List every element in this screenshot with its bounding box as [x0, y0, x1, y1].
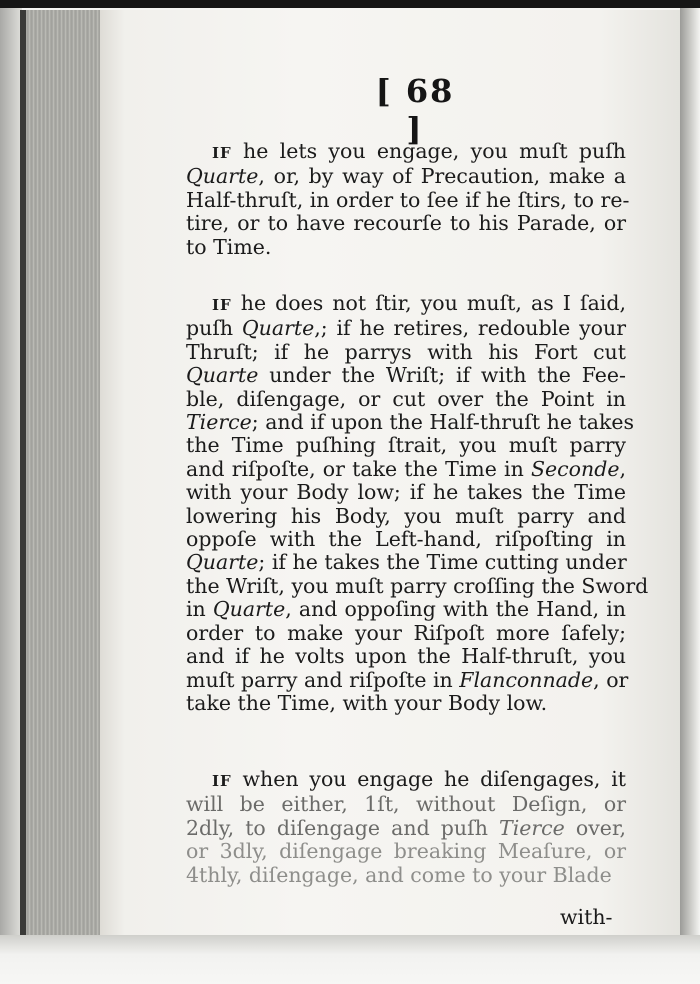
text-line: Quarte, or, by way of Precaution, make a — [186, 164, 626, 189]
text-line: tire, or to have recourſe to his Parade, or — [186, 211, 626, 236]
scan-bottom-margin — [0, 935, 700, 984]
text-line: lowering his Body, you muſt parry and — [186, 503, 626, 528]
text-line: muſt parry and riſpoſte in Flanconnade, or — [186, 667, 629, 692]
text-line: 2dly, to diſengage and puſh Tierce over, — [186, 815, 627, 840]
text-line: will be either, 1ſt, without Deſign, or — [186, 792, 626, 817]
right-page-edge — [680, 8, 700, 938]
scan-border — [0, 0, 700, 8]
book-page-edges — [20, 10, 106, 935]
text-line: puſh Quarte,; if he retires, redouble your — [186, 316, 626, 341]
page-number: [ 68 ] — [375, 72, 455, 148]
text-line: Quarte under the Wriſt; if with the Fee- — [186, 363, 626, 388]
text-line: and if he volts upon the Half-thruſt, you — [186, 644, 626, 669]
text-line: take the Time, with your Body low. — [186, 690, 548, 715]
text-line: with your Body low; if he takes the Time — [186, 480, 626, 505]
text-line: the Time puſhing ſtrait, you muſt parry — [186, 433, 626, 458]
paragraph-3 — [186, 768, 626, 887]
paragraph-1 — [186, 139, 630, 259]
catchword: with- — [560, 905, 613, 929]
text-line: Half-thruſt, in order to ſee if he ſtirs, to re- — [186, 187, 630, 212]
text-line: Tierce; and if upon the Half-thruſt he takes — [186, 410, 635, 435]
text-line: the Wriſt, you muſt parry croſſing the Sword — [186, 573, 649, 598]
text-line: Thruſt; if he parrys with his Fort cut — [186, 339, 626, 364]
binding-shadow — [0, 8, 22, 938]
text-line: 4thly, diſengage, and come to your Blade — [186, 862, 612, 887]
text-line: and riſpoſte, or take the Time in Seconde, — [186, 456, 626, 481]
text-line: in Quarte, and oppoſing with the Hand, in — [186, 597, 626, 622]
text-line: IF he does not ſtir, you muſt, as I ſaid, — [212, 291, 626, 315]
text-line: or 3dly, diſengage breaking Meaſure, or — [186, 839, 626, 864]
text-line: order to make your Riſpoſt more ſafely; — [186, 620, 626, 645]
text-line: to Time. — [186, 234, 272, 259]
text-line: IF when you engage he diſengages, it — [212, 767, 626, 791]
text-line: IF he lets you engage, you muſt puſh — [212, 139, 626, 163]
text-line: oppoſe with the Left-hand, riſpoſting in — [186, 527, 626, 552]
paragraph-2 — [186, 291, 649, 715]
text-line: Quarte; if he takes the Time cutting under — [186, 550, 627, 575]
text-line: ble, diſengage, or cut over the Point in — [186, 386, 626, 411]
